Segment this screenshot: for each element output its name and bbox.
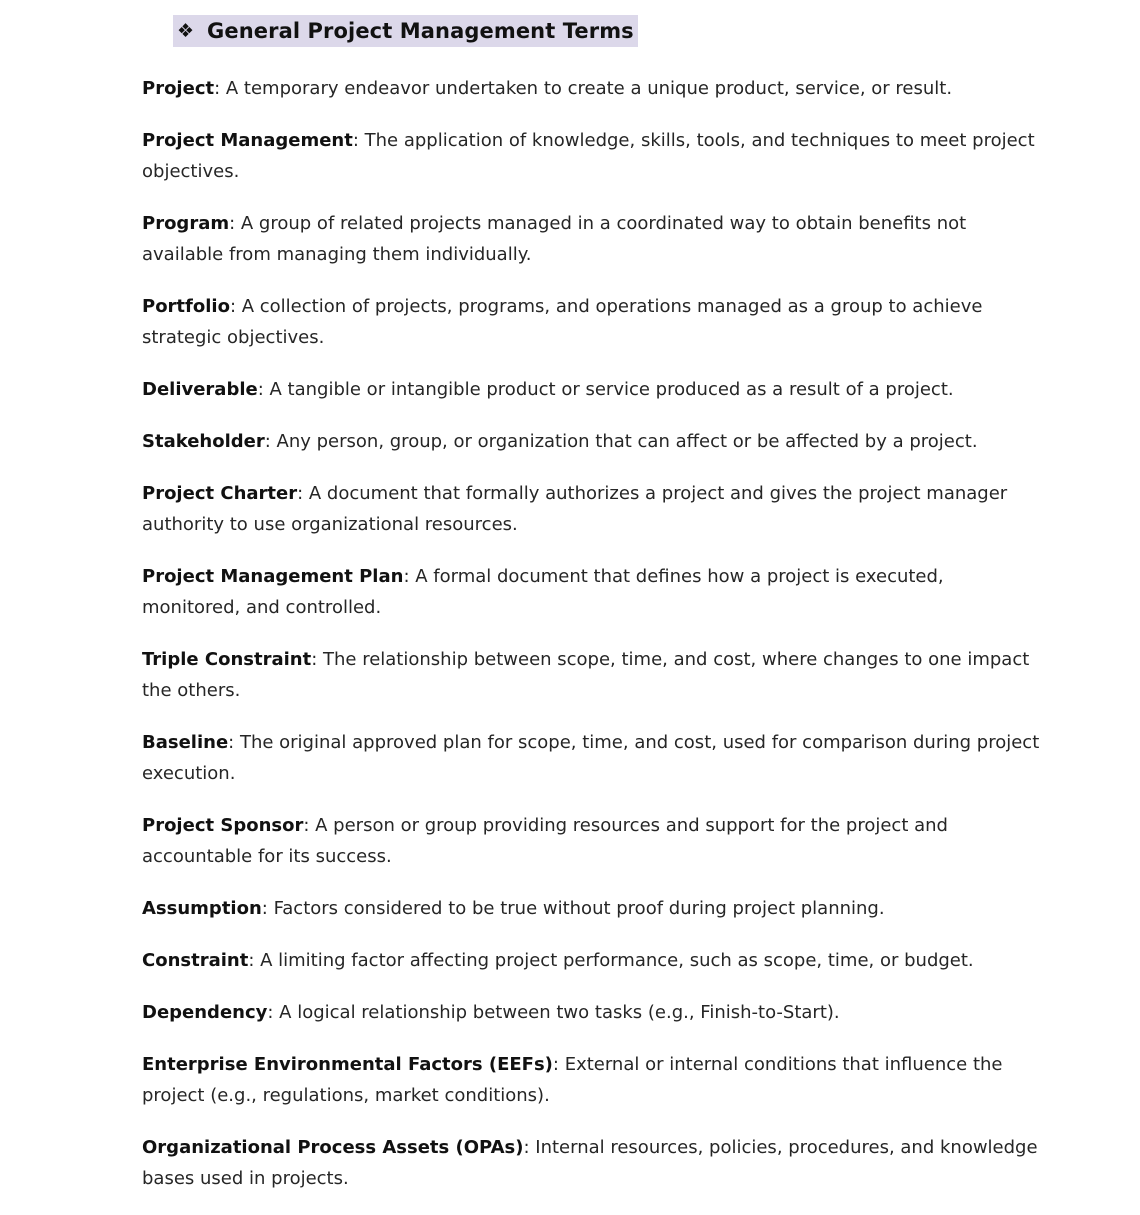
terms-list bbox=[142, 73, 1042, 1215]
term-entry bbox=[142, 291, 1042, 353]
term-name: Constraint bbox=[142, 950, 249, 971]
term-entry bbox=[142, 561, 1042, 623]
term-definition: : Internal resources, policies, procedures, and knowledge bases used in projects. bbox=[142, 1137, 1038, 1189]
term-entry bbox=[142, 426, 1042, 457]
term-name: Project bbox=[142, 78, 215, 99]
term-definition: : Any person, group, or organization that can affect or be affected by a project. bbox=[264, 431, 978, 452]
term-name: Stakeholder bbox=[142, 431, 265, 452]
term-definition: : A person or group providing resources and support for the project and accountable for its success. bbox=[142, 815, 948, 867]
term-definition: : A formal document that defines how a project is executed, monitored, and controlled. bbox=[142, 566, 944, 618]
term-definition: : The application of knowledge, skills, tools, and techniques to meet project objectives. bbox=[142, 130, 1035, 182]
term-name: Project Management bbox=[142, 130, 353, 151]
term-definition: : The original approved plan for scope, time, and cost, used for comparison during project execution. bbox=[142, 732, 1040, 784]
section-heading bbox=[173, 15, 638, 47]
term-entry bbox=[142, 208, 1042, 270]
term-definition: : A document that formally authorizes a project and gives the project manager authority to use organizational resources. bbox=[142, 483, 1008, 535]
term-name: Project Charter bbox=[142, 483, 298, 504]
term-name: Project Management Plan bbox=[142, 566, 404, 587]
term-definition: : A limiting factor affecting project performance, such as scope, time, or budget. bbox=[248, 950, 974, 971]
term-name: Assumption bbox=[142, 898, 262, 919]
term-definition: : A logical relationship between two tasks (e.g., Finish-to-Start). bbox=[267, 1002, 840, 1023]
term-entry bbox=[142, 997, 1042, 1028]
diamond-bullet-icon: ❖ bbox=[177, 19, 195, 42]
term-definition: : External or internal conditions that influence the project (e.g., regulations, market conditions). bbox=[142, 1054, 1003, 1106]
term-name: Portfolio bbox=[142, 296, 230, 317]
term-entry bbox=[142, 374, 1042, 405]
term-name: Deliverable bbox=[142, 379, 258, 400]
term-definition: : A group of related projects managed in a coordinated way to obtain benefits not available from managing them individually. bbox=[142, 213, 967, 265]
term-name: Program bbox=[142, 213, 230, 234]
term-entry bbox=[142, 644, 1042, 706]
term-definition: : The relationship between scope, time, and cost, where changes to one impact the others. bbox=[142, 649, 1030, 701]
term-entry bbox=[142, 1132, 1042, 1194]
term-name: Organizational Process Assets (OPAs) bbox=[142, 1137, 524, 1158]
term-entry bbox=[142, 727, 1042, 789]
term-definition: : A temporary endeavor undertaken to create a unique product, service, or result. bbox=[214, 78, 953, 99]
term-name: Triple Constraint bbox=[142, 649, 312, 670]
term-entry bbox=[142, 73, 1042, 104]
term-entry bbox=[142, 1049, 1042, 1111]
term-entry bbox=[142, 893, 1042, 924]
term-definition: : Factors considered to be true without proof during project planning. bbox=[261, 898, 885, 919]
term-entry bbox=[142, 125, 1042, 187]
term-entry bbox=[142, 478, 1042, 540]
term-name: Project Sponsor bbox=[142, 815, 304, 836]
term-name: Baseline bbox=[142, 732, 229, 753]
term-name: Dependency bbox=[142, 1002, 268, 1023]
term-definition: : A collection of projects, programs, and operations managed as a group to achieve strategic objectives. bbox=[142, 296, 983, 348]
section-title: General Project Management Terms bbox=[207, 19, 634, 43]
term-entry bbox=[142, 810, 1042, 872]
term-name: Enterprise Environmental Factors (EEFs) bbox=[142, 1054, 553, 1075]
term-definition: : A tangible or intangible product or service produced as a result of a project. bbox=[257, 379, 954, 400]
term-entry bbox=[142, 945, 1042, 976]
